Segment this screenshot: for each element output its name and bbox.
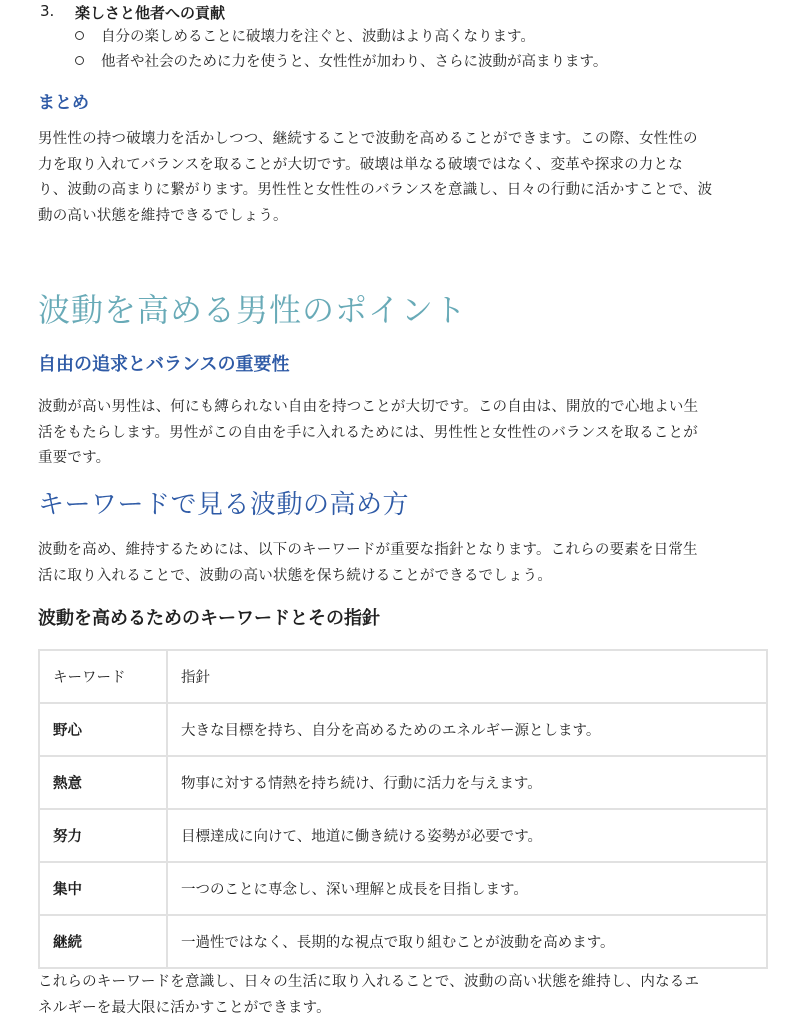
sub-list-item-text: 自分の楽しめることに破壊力を注ぐと、波動はより高くなります。: [101, 29, 535, 45]
keyword-cell: 熱意: [39, 756, 167, 809]
paragraph-line: 活に取り入れることで、波動の高い状態を保ち続けることができるでしょう。: [38, 567, 553, 584]
freedom-paragraph: [38, 395, 773, 472]
subheading-freedom: 自由の追求とバランスの重要性: [38, 354, 290, 375]
column-header-guideline: 指針: [167, 650, 767, 703]
table-row: [39, 915, 767, 968]
paragraph-line: 力を取り入れてバランスを取ることが大切です。破壊は単なる破壊ではなく、変革や探求の力とな: [38, 156, 683, 173]
guideline-cell: 物事に対する情熱を持ち続け、行動に活力を与えます。: [167, 756, 767, 809]
table-row: [39, 756, 767, 809]
table-title: 波動を高めるためのキーワードとその指針: [38, 608, 380, 629]
sub-list-item-text: 他者や社会のために力を使うと、女性性が加わり、さらに波動が高まります。: [101, 54, 608, 70]
guideline-cell: 目標達成に向けて、地道に働き続ける姿勢が必要です。: [167, 809, 767, 862]
table-row: [39, 862, 767, 915]
keyword-cell: 野心: [39, 703, 167, 756]
paragraph-line: ネルギーを最大限に活かすことができます。: [38, 999, 331, 1016]
list-number: 3.: [40, 2, 55, 20]
paragraph-line: 活をもたらします。男性がこの自由を手に入れるためには、男性性と女性性のバランスを取ることが: [38, 424, 698, 441]
paragraph-line: 動の高い状態を維持できるでしょう。: [38, 207, 288, 224]
table-header-row: [39, 650, 767, 703]
column-header-keyword: キーワード: [39, 650, 167, 703]
keywords-intro-paragraph: [38, 538, 773, 589]
summary-heading: まとめ: [38, 93, 89, 113]
bullet-circle-icon: [75, 56, 84, 65]
paragraph-line: り、波動の高まりに繋がります。男性性と女性性のバランスを意識し、日々の行動に活かすことで、波: [38, 182, 713, 198]
summary-paragraph: [38, 127, 773, 229]
paragraph-line: 重要です。: [38, 450, 111, 466]
table-row: [39, 809, 767, 862]
paragraph-line: これらのキーワードを意識し、日々の生活に取り入れることで、波動の高い状態を維持し、内なるエ: [38, 974, 700, 990]
keywords-table: [38, 649, 768, 969]
guideline-cell: 一過性ではなく、長期的な視点で取り組むことが波動を高めます。: [167, 915, 767, 968]
paragraph-line: 波動が高い男性は、何にも縛られない自由を持つことが大切です。この自由は、開放的で心地よい生: [38, 399, 699, 415]
guideline-cell: 一つのことに専念し、深い理解と成長を目指します。: [167, 862, 767, 915]
guideline-cell: 大きな目標を持ち、自分を高めるためのエネルギー源とします。: [167, 703, 767, 756]
sub-list-item: [75, 25, 535, 46]
bullet-circle-icon: [75, 31, 84, 40]
keyword-cell: 努力: [39, 809, 167, 862]
section-heading-keywords: キーワードで見る波動の高め方: [38, 490, 410, 520]
keyword-cell: 集中: [39, 862, 167, 915]
table-row: [39, 703, 767, 756]
keywords-outro-paragraph: [38, 970, 773, 1021]
keyword-cell: 継続: [39, 915, 167, 968]
section-heading-male: 波動を高める男性のポイント: [38, 291, 468, 329]
paragraph-line: 波動を高め、維持するためには、以下のキーワードが重要な指針となります。これらの要素を日常生: [38, 542, 698, 558]
paragraph-line: 男性性の持つ破壊力を活かしつつ、継続することで波動を高めることができます。この際、女性性の: [38, 131, 698, 147]
list-item-title: 楽しさと他者への貢献: [75, 4, 226, 22]
sub-list-item: [75, 50, 607, 71]
